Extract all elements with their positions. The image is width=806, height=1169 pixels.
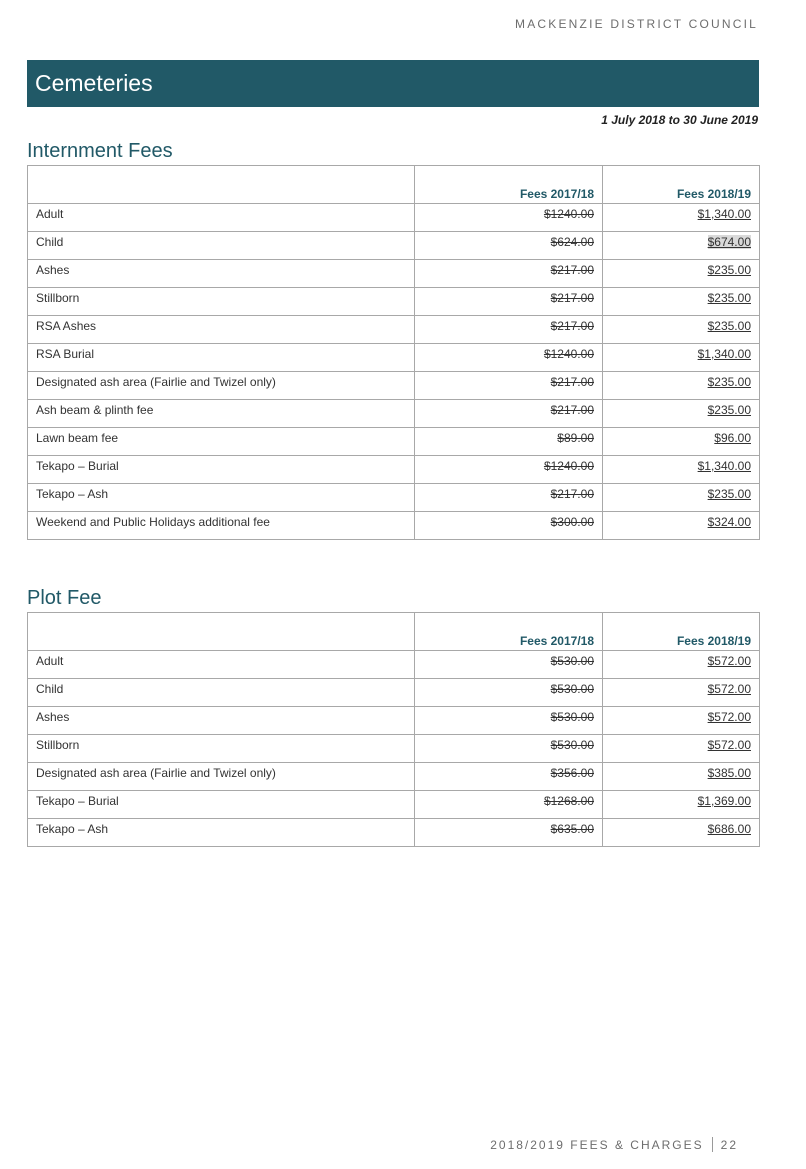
table-row xyxy=(28,260,760,288)
fee-item-label: Adult xyxy=(36,207,64,221)
fee-2017-18-value: $217.00 xyxy=(550,291,594,305)
fee-item-label: Designated ash area (Fairlie and Twizel only) xyxy=(36,766,276,780)
fee-2017-18-value-cell xyxy=(415,512,603,540)
fee-item-label-cell xyxy=(28,288,415,316)
table-row xyxy=(28,707,760,735)
fee-2018-19-value: $235.00 xyxy=(707,403,751,417)
column-header-fees-2018-19: Fees 2018/19 xyxy=(603,613,760,651)
fee-item-label-cell xyxy=(28,512,415,540)
fee-2018-19-value-cell xyxy=(603,400,760,428)
fee-2018-19-value: $324.00 xyxy=(707,515,751,529)
fee-2018-19-value: $235.00 xyxy=(707,375,751,389)
fee-2018-19-value: $235.00 xyxy=(707,291,751,305)
table-row xyxy=(28,288,760,316)
fee-2017-18-value: $635.00 xyxy=(550,822,594,836)
table-row xyxy=(28,679,760,707)
fee-2018-19-value-cell xyxy=(603,204,760,232)
column-header-fees-2017-18: Fees 2017/18 xyxy=(415,613,603,651)
fee-item-label: Child xyxy=(36,682,64,696)
table-row xyxy=(28,791,760,819)
fee-item-label-cell xyxy=(28,372,415,400)
fee-2018-19-value-cell xyxy=(603,456,760,484)
fee-item-label: Designated ash area (Fairlie and Twizel only) xyxy=(36,375,276,389)
fee-2017-18-value: $356.00 xyxy=(550,766,594,780)
fee-2018-19-value: $572.00 xyxy=(707,738,751,752)
fee-item-label-cell xyxy=(28,344,415,372)
fee-2017-18-value: $1268.00 xyxy=(543,794,594,808)
fee-item-label-cell xyxy=(28,763,415,791)
fee-item-label-cell xyxy=(28,735,415,763)
fee-item-label: Tekapo – Burial xyxy=(36,459,119,473)
fee-2017-18-value: $217.00 xyxy=(550,263,594,277)
page-title: Cemeteries xyxy=(35,70,153,96)
fee-2017-18-value: $530.00 xyxy=(550,682,594,696)
fee-item-label-cell xyxy=(28,484,415,512)
fee-item-label: Tekapo – Burial xyxy=(36,794,119,808)
table-row xyxy=(28,735,760,763)
fee-2018-19-value: $572.00 xyxy=(707,654,751,668)
fee-2018-19-value: $572.00 xyxy=(707,682,751,696)
fee-2017-18-value-cell xyxy=(415,316,603,344)
fee-2018-19-value: $686.00 xyxy=(707,822,751,836)
fee-item-label-cell xyxy=(28,260,415,288)
fee-2018-19-value-cell xyxy=(603,484,760,512)
fee-item-label: Ashes xyxy=(36,710,70,724)
fee-2017-18-value-cell xyxy=(415,763,603,791)
fee-item-label: Stillborn xyxy=(36,291,80,305)
fee-2017-18-value-cell xyxy=(415,400,603,428)
fee-2017-18-value: $300.00 xyxy=(550,515,594,529)
table-row xyxy=(28,651,760,679)
table-row xyxy=(28,512,760,540)
page-number: 22 xyxy=(720,1138,738,1152)
footer-document-title: 2018/2019 FEES & CHARGES xyxy=(490,1138,704,1152)
fee-item-label-cell xyxy=(28,400,415,428)
fee-2018-19-value: $96.00 xyxy=(714,431,751,445)
fee-2018-19-value-cell xyxy=(603,232,760,260)
fee-2017-18-value: $530.00 xyxy=(550,654,594,668)
fee-2017-18-value: $530.00 xyxy=(550,710,594,724)
fee-2018-19-value-cell xyxy=(603,316,760,344)
fee-2018-19-value-cell xyxy=(603,791,760,819)
table-row xyxy=(28,400,760,428)
table-row xyxy=(28,456,760,484)
fee-2017-18-value: $217.00 xyxy=(550,375,594,389)
fee-item-label: Tekapo – Ash xyxy=(36,822,109,836)
fee-item-label-cell xyxy=(28,651,415,679)
page-footer xyxy=(490,1137,738,1152)
table-row xyxy=(28,428,760,456)
fee-item-label: Tekapo – Ash xyxy=(36,487,109,501)
fee-2017-18-value: $217.00 xyxy=(550,487,594,501)
fee-item-label: Adult xyxy=(36,654,64,668)
internment-fees-table xyxy=(27,165,760,540)
fee-2018-19-value-cell xyxy=(603,651,760,679)
fee-item-label-cell xyxy=(28,456,415,484)
table-header-row xyxy=(28,166,760,204)
fee-2018-19-value-cell xyxy=(603,428,760,456)
fee-2017-18-value: $89.00 xyxy=(557,431,594,445)
fee-2017-18-value-cell xyxy=(415,260,603,288)
fee-item-label-cell xyxy=(28,819,415,847)
fee-2017-18-value: $1240.00 xyxy=(543,347,594,361)
table-row xyxy=(28,484,760,512)
fee-2018-19-value-cell xyxy=(603,288,760,316)
table-row xyxy=(28,763,760,791)
table-row xyxy=(28,372,760,400)
column-header-fees-2017-18: Fees 2017/18 xyxy=(415,166,603,204)
fee-2017-18-value-cell xyxy=(415,651,603,679)
fee-2018-19-value: $1,340.00 xyxy=(697,207,751,221)
table-header-row xyxy=(28,613,760,651)
table-row xyxy=(28,316,760,344)
fee-item-label: RSA Burial xyxy=(36,347,95,361)
fee-2017-18-value-cell xyxy=(415,428,603,456)
internment-fees-heading: Internment Fees xyxy=(27,140,173,162)
fee-item-label: Child xyxy=(36,235,64,249)
fee-2018-19-value-cell xyxy=(603,679,760,707)
fee-2018-19-value: $235.00 xyxy=(707,319,751,333)
fee-item-label-cell xyxy=(28,428,415,456)
fee-2018-19-value: $1,369.00 xyxy=(697,794,751,808)
fee-item-label: Ash beam & plinth fee xyxy=(36,403,154,417)
fee-2018-19-value: $1,340.00 xyxy=(697,347,751,361)
fee-item-label-cell xyxy=(28,204,415,232)
fee-2017-18-value-cell xyxy=(415,735,603,763)
fee-2017-18-value-cell xyxy=(415,707,603,735)
plot-fee-table xyxy=(27,612,760,847)
fee-2017-18-value: $530.00 xyxy=(550,738,594,752)
fee-2018-19-value: $235.00 xyxy=(707,263,751,277)
fee-item-label-cell xyxy=(28,707,415,735)
fee-2017-18-value-cell xyxy=(415,791,603,819)
fee-2017-18-value-cell xyxy=(415,232,603,260)
fee-2017-18-value-cell xyxy=(415,819,603,847)
fee-item-label-cell xyxy=(28,679,415,707)
plot-fee-heading: Plot Fee xyxy=(27,587,102,609)
fee-item-label-cell xyxy=(28,791,415,819)
fee-2017-18-value-cell xyxy=(415,456,603,484)
fee-2017-18-value-cell xyxy=(415,344,603,372)
footer-divider xyxy=(712,1137,713,1152)
fee-item-label: Lawn beam fee xyxy=(36,431,119,445)
fee-2017-18-value: $1240.00 xyxy=(543,207,594,221)
page-title-banner xyxy=(27,60,759,107)
fee-2017-18-value: $217.00 xyxy=(550,403,594,417)
fee-2018-19-value: $674.00 xyxy=(707,235,751,249)
fee-2018-19-value-cell xyxy=(603,344,760,372)
fee-2018-19-value: $235.00 xyxy=(707,487,751,501)
fee-2018-19-value-cell xyxy=(603,735,760,763)
fee-2017-18-value: $1240.00 xyxy=(543,459,594,473)
table-row xyxy=(28,344,760,372)
fee-period: 1 July 2018 to 30 June 2019 xyxy=(601,113,758,127)
fee-2018-19-value: $385.00 xyxy=(707,766,751,780)
fee-2017-18-value-cell xyxy=(415,204,603,232)
fee-2018-19-value-cell xyxy=(603,707,760,735)
column-header-item xyxy=(28,166,415,204)
fee-item-label-cell xyxy=(28,316,415,344)
column-header-item xyxy=(28,613,415,651)
fee-2018-19-value: $572.00 xyxy=(707,710,751,724)
fee-item-label-cell xyxy=(28,232,415,260)
fee-2017-18-value-cell xyxy=(415,679,603,707)
fee-2017-18-value: $217.00 xyxy=(550,319,594,333)
fee-2017-18-value-cell xyxy=(415,484,603,512)
fee-item-label: Weekend and Public Holidays additional fee xyxy=(36,515,270,529)
column-header-fees-2018-19: Fees 2018/19 xyxy=(603,166,760,204)
fee-2018-19-value-cell xyxy=(603,512,760,540)
fee-item-label: Ashes xyxy=(36,263,70,277)
fee-2018-19-value-cell xyxy=(603,372,760,400)
fee-item-label: Stillborn xyxy=(36,738,80,752)
fee-2018-19-value-cell xyxy=(603,260,760,288)
organisation-name: MACKENZIE DISTRICT COUNCIL xyxy=(515,17,758,31)
table-row xyxy=(28,819,760,847)
fee-item-label: RSA Ashes xyxy=(36,319,97,333)
fee-2017-18-value-cell xyxy=(415,372,603,400)
table-row xyxy=(28,204,760,232)
fee-2017-18-value: $624.00 xyxy=(550,235,594,249)
table-row xyxy=(28,232,760,260)
fee-2017-18-value-cell xyxy=(415,288,603,316)
fee-2018-19-value: $1,340.00 xyxy=(697,459,751,473)
fee-2018-19-value-cell xyxy=(603,763,760,791)
fee-2018-19-value-cell xyxy=(603,819,760,847)
